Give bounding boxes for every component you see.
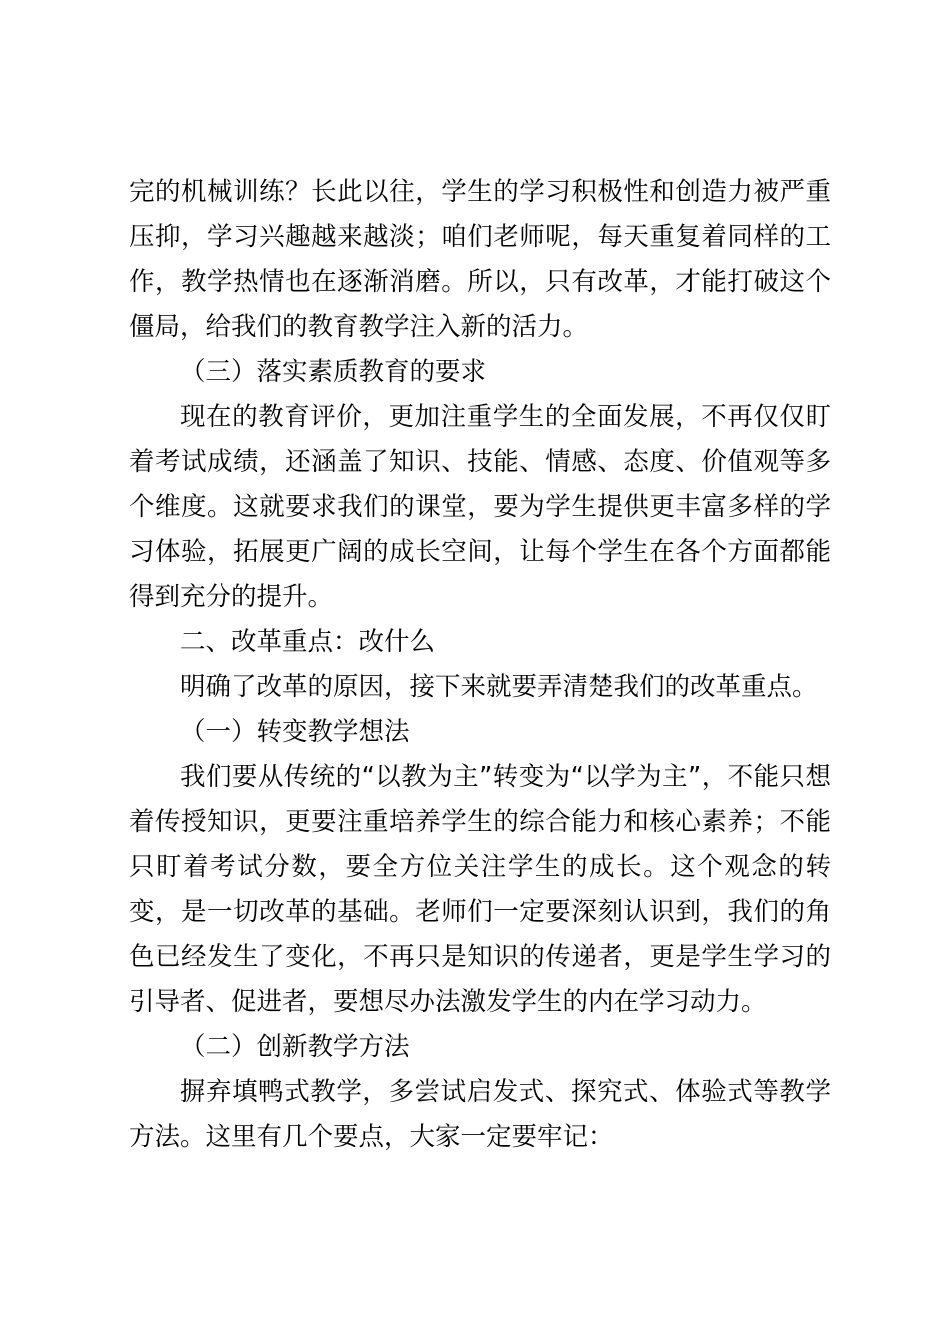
paragraph-intro-focus: 明确了改革的原因，接下来就要弄清楚我们的改革重点。 — [180, 672, 818, 702]
paragraph-continuation: 完的机械训练？长此以往，学生的学习积极性和创造力被严重压抑，学习兴趣越来越淡；咱们老师呢，每天重复着同样的工作，教学热情也在逐渐消磨。所以，只有改革，才能打破这个僵局，给我们的教育教学注入新的活力。 — [129, 177, 831, 342]
paragraph-teaching-methods: 摒弃填鸭式教学，多尝试启发式、探究式、体验式等教学方法。这里有几个要点，大家一定要牢记： — [129, 1077, 831, 1152]
section-heading-2: （二）创新教学方法 — [180, 1032, 410, 1062]
section-heading-3: （三）落实素质教育的要求 — [180, 357, 487, 387]
paragraph-change-mindset: 我们要从传统的“以教为主”转变为“以学为主”，不能只想着传授知识，更要注重培养学生的综合能力和核心素养；不能只盯着考试分数，要全方位关注学生的成长。这个观念的转变，是一切改革的基础。老师们一定要深刻认识到，我们的角色已经发生了变化，不再只是知识的传递者，更是学生学习的引导者、促进者，要想尽办法激发学生的内在学习动力。 — [129, 762, 831, 1017]
section-heading-1: （一）转变教学想法 — [180, 717, 410, 747]
document-body — [129, 170, 831, 1160]
paragraph-quality-education: 现在的教育评价，更加注重学生的全面发展，不再仅仅盯着考试成绩，还涵盖了知识、技能、情感、态度、价值观等多个维度。这就要求我们的课堂，要为学生提供更丰富多样的学习体验，拓展更广阔的成长空间，让每个学生在各个方面都能得到充分的提升。 — [129, 402, 831, 612]
chapter-heading-2: 二、改革重点：改什么 — [180, 627, 436, 657]
